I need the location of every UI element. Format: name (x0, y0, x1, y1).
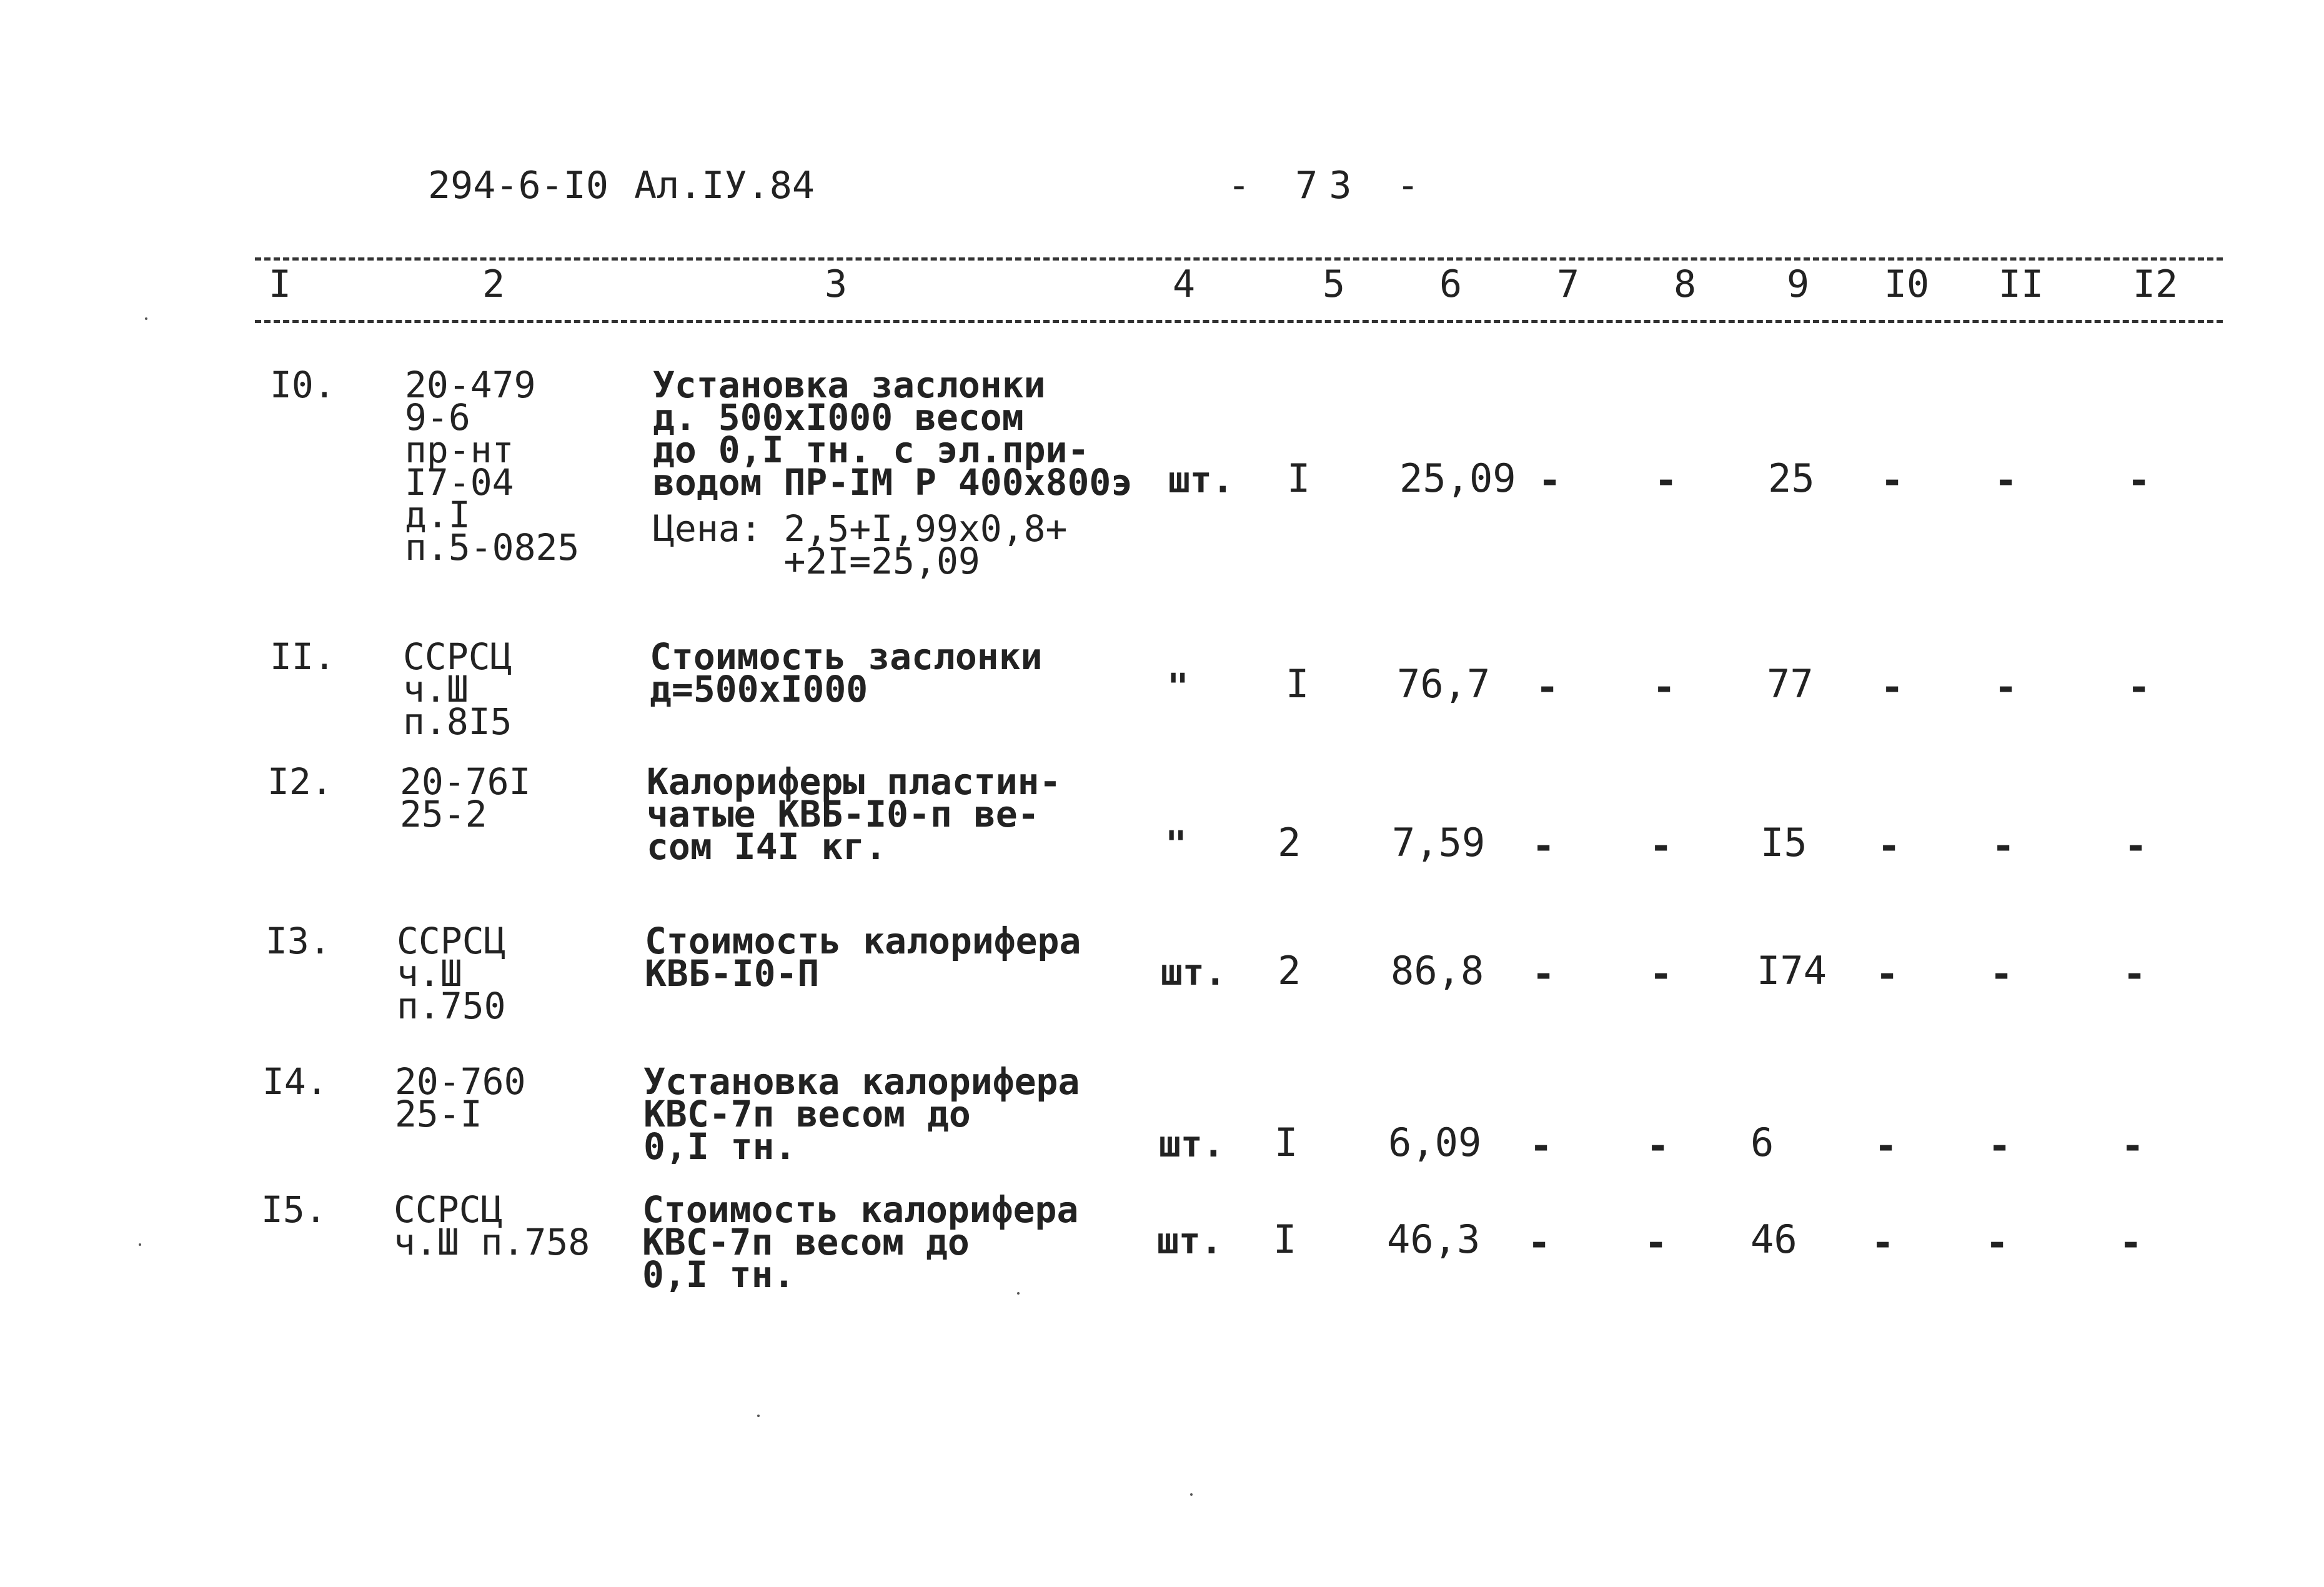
row-code: ССРСЦ ч.Ш п.8I5 (403, 635, 512, 743)
row-col7: - (1532, 951, 1556, 997)
row-col9: I74 (1757, 948, 1827, 993)
scan-speck (1190, 1493, 1193, 1496)
row-col12: - (2119, 1220, 2143, 1265)
row-col11: - (1994, 457, 2018, 503)
row-col7: - (1527, 1220, 1551, 1265)
row-qty: 2 (1278, 820, 1301, 865)
row-description: Стоимость заслонки д=500хI000 (650, 635, 1043, 710)
row-unit: шт. (1161, 951, 1226, 993)
row-col11: - (1990, 951, 2014, 997)
row-col9: 46 (1750, 1216, 1797, 1262)
row-price: 7,59 (1392, 820, 1486, 865)
row-unit: " (1165, 823, 1187, 865)
col-header-7: 7 (1556, 262, 1580, 306)
row-col11: - (1994, 664, 2018, 710)
row-price: 46,3 (1387, 1216, 1481, 1262)
col-header-12: I2 (2132, 262, 2178, 306)
row-unit: шт. (1159, 1123, 1224, 1165)
col-header-2: 2 (482, 262, 505, 306)
row-code: 20-76I 25-2 (400, 760, 531, 835)
header-top-rule (255, 257, 2223, 261)
row-code: ССРСЦ ч.Ш п.758 (394, 1188, 590, 1263)
row-col7: - (1529, 1123, 1553, 1168)
row-description: Установка калорифера КВС-7п весом до 0,I тн. (643, 1060, 1080, 1168)
row-col9: 77 (1767, 661, 1814, 707)
row-price: 25,09 (1399, 455, 1516, 501)
row-description: Установка заслонки д. 500хI000 весом до 0,I тн. с эл.при- водом ПР-IМ Р 400х800э (653, 364, 1133, 504)
row-number: I0. (270, 364, 335, 406)
row-col7: - (1532, 823, 1556, 868)
row-number: I3. (266, 920, 331, 962)
row-number: I5. (261, 1188, 327, 1231)
row-col10: - (1880, 664, 1904, 710)
col-header-8: 8 (1673, 262, 1697, 306)
row-number: I2. (267, 760, 333, 803)
scan-speck (757, 1415, 760, 1417)
col-header-3: 3 (824, 262, 848, 306)
row-col11: - (1988, 1123, 2012, 1168)
row-col9: 25 (1768, 455, 1815, 501)
row-col10: - (1880, 457, 1904, 503)
row-price-note: Цена: 2,5+I,99х0,8+ +2I=25,09 (653, 507, 1068, 582)
row-col9: I5 (1760, 820, 1807, 865)
col-header-6: 6 (1439, 262, 1462, 306)
row-col11: - (1992, 823, 2015, 868)
row-col8: - (1649, 823, 1673, 868)
doc-code: 294-6-I0 (428, 164, 608, 207)
row-col8: - (1654, 457, 1678, 503)
row-qty: 2 (1278, 948, 1301, 993)
row-col8: - (1646, 1123, 1670, 1168)
scan-speck (1017, 1292, 1020, 1295)
row-qty: I (1274, 1120, 1298, 1165)
row-unit: " (1167, 665, 1189, 708)
row-col12: - (2124, 823, 2148, 868)
album-ref: Ал.IУ.84 (634, 164, 815, 207)
row-price: 86,8 (1391, 948, 1484, 993)
row-description: Калориферы пластин- чатые КВБ-I0-п ве- сом I4I кг. (647, 760, 1061, 868)
row-price: 6,09 (1388, 1120, 1482, 1165)
row-col7: - (1538, 457, 1562, 503)
row-code: ССРСЦ ч.Ш п.750 (397, 920, 506, 1027)
col-header-5: 5 (1322, 262, 1346, 306)
col-header-11: II (1998, 262, 2044, 306)
row-unit: шт. (1157, 1220, 1223, 1262)
header-bottom-rule (255, 320, 2223, 323)
row-col10: - (1874, 1123, 1898, 1168)
row-unit: шт. (1168, 459, 1234, 501)
row-qty: I (1286, 661, 1309, 707)
row-code: 20-479 9-6 пр-нт I7-04 д.I п.5-0825 (405, 364, 580, 569)
row-qty: I (1287, 455, 1311, 501)
row-col8: - (1644, 1220, 1668, 1265)
col-header-1: I (268, 262, 292, 306)
row-number: II. (270, 635, 335, 678)
row-description: Стоимость калорифера КВС-7п весом до 0,I тн. (642, 1188, 1079, 1296)
row-col12: - (2121, 1123, 2145, 1168)
row-col7: - (1536, 664, 1559, 710)
row-qty: I (1273, 1216, 1297, 1262)
row-col12: - (2127, 664, 2151, 710)
col-header-9: 9 (1786, 262, 1810, 306)
row-col10: - (1871, 1220, 1895, 1265)
row-col10: - (1877, 823, 1901, 868)
col-header-4: 4 (1172, 262, 1196, 306)
row-col12: - (2127, 457, 2151, 503)
row-col8: - (1652, 664, 1676, 710)
row-col11: - (1985, 1220, 2009, 1265)
row-number: I4. (262, 1060, 328, 1103)
row-col10: - (1875, 951, 1899, 997)
row-description: Стоимость калорифера КВБ-I0-П (645, 920, 1081, 995)
scan-speck (145, 317, 147, 320)
row-col9: 6 (1750, 1120, 1774, 1165)
page-number: - 73 - (1228, 164, 1431, 207)
scan-speck (139, 1243, 141, 1246)
row-price: 76,7 (1397, 661, 1491, 707)
row-code: 20-760 25-I (395, 1060, 526, 1135)
col-header-10: I0 (1884, 262, 1930, 306)
row-col8: - (1649, 951, 1673, 997)
row-col12: - (2123, 951, 2147, 997)
